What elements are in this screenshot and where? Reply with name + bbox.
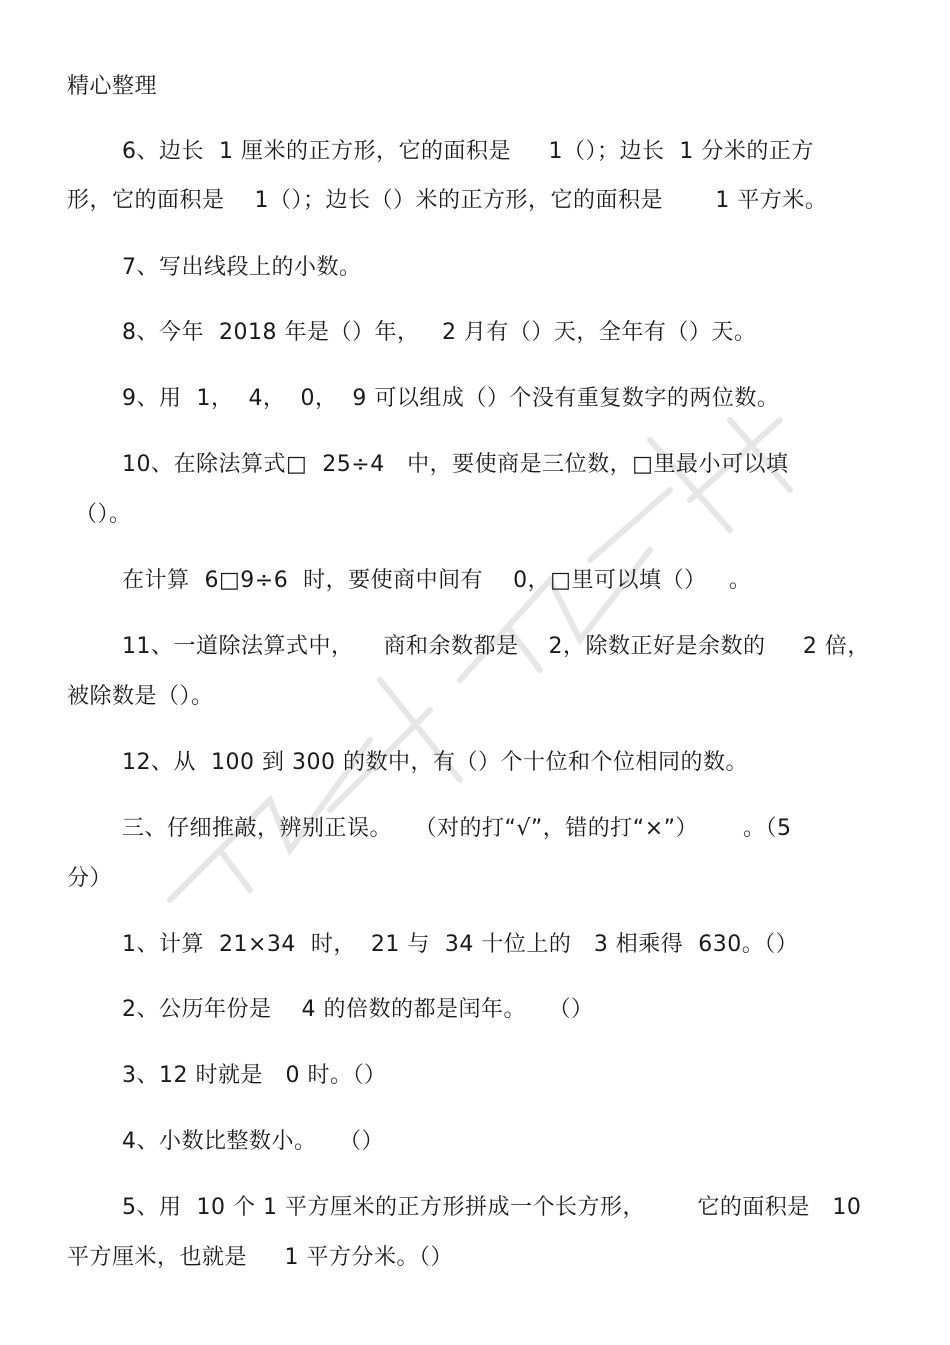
- question-7: 7、写出线段上的小数。: [122, 255, 362, 280]
- judgement-3: 3、12 时就是 0 时。（）: [122, 1063, 387, 1088]
- question-11-line-1: 11、一道除法算式中， 商和余数都是 2，除数正好是余数的 2 倍，: [122, 634, 870, 659]
- question-10-line-1: 10、在除法算式□ 25÷4 中，要使商是三位数，□里最小可以填: [122, 452, 789, 477]
- judgement-5-line-1: 5、用 10 个 1 平方厘米的正方形拼成一个长方形， 它的面积是 10: [122, 1195, 862, 1220]
- question-12: 12、从 100 到 300 的数中，有（）个十位和个位相同的数。: [122, 750, 748, 775]
- question-10-line-2: （）。: [75, 502, 132, 527]
- question-10-extra: 在计算 6□9÷6 时，要使商中间有 0，□里可以填（） 。: [122, 568, 752, 593]
- judgement-2: 2、公历年份是 4 的倍数的都是闰年。 （）: [122, 997, 594, 1022]
- section-3-heading-line-1: 三、仔细推敲，辨别正误。 （对的打“√”，错的打“×”） 。（5: [122, 816, 792, 841]
- judgement-5-line-2: 平方厘米，也就是 1 平方分米。（）: [67, 1245, 453, 1270]
- question-11-line-2: 被除数是（）。: [67, 684, 214, 709]
- question-6-line-1: 6、边长 1 厘米的正方形，它的面积是 1（）；边长 1 分米的正方: [122, 139, 814, 164]
- page-title: 精心整理: [67, 74, 158, 99]
- section-3-heading-line-2: 分）: [67, 866, 113, 891]
- judgement-1: 1、计算 21×34 时， 21 与 34 十位上的 3 相乘得 630。（）: [122, 932, 799, 957]
- question-8: 8、今年 2018 年是（）年， 2 月有（）天，全年有（）天。: [122, 320, 757, 345]
- question-6-line-2: 形，它的面积是 1（）；边长（）米的正方形，它的面积是 1 平方米。: [67, 188, 828, 213]
- question-9: 9、用 1， 4， 0， 9 可以组成（）个没有重复数字的两位数。: [122, 386, 780, 411]
- judgement-4: 4、小数比整数小。 （）: [122, 1129, 384, 1154]
